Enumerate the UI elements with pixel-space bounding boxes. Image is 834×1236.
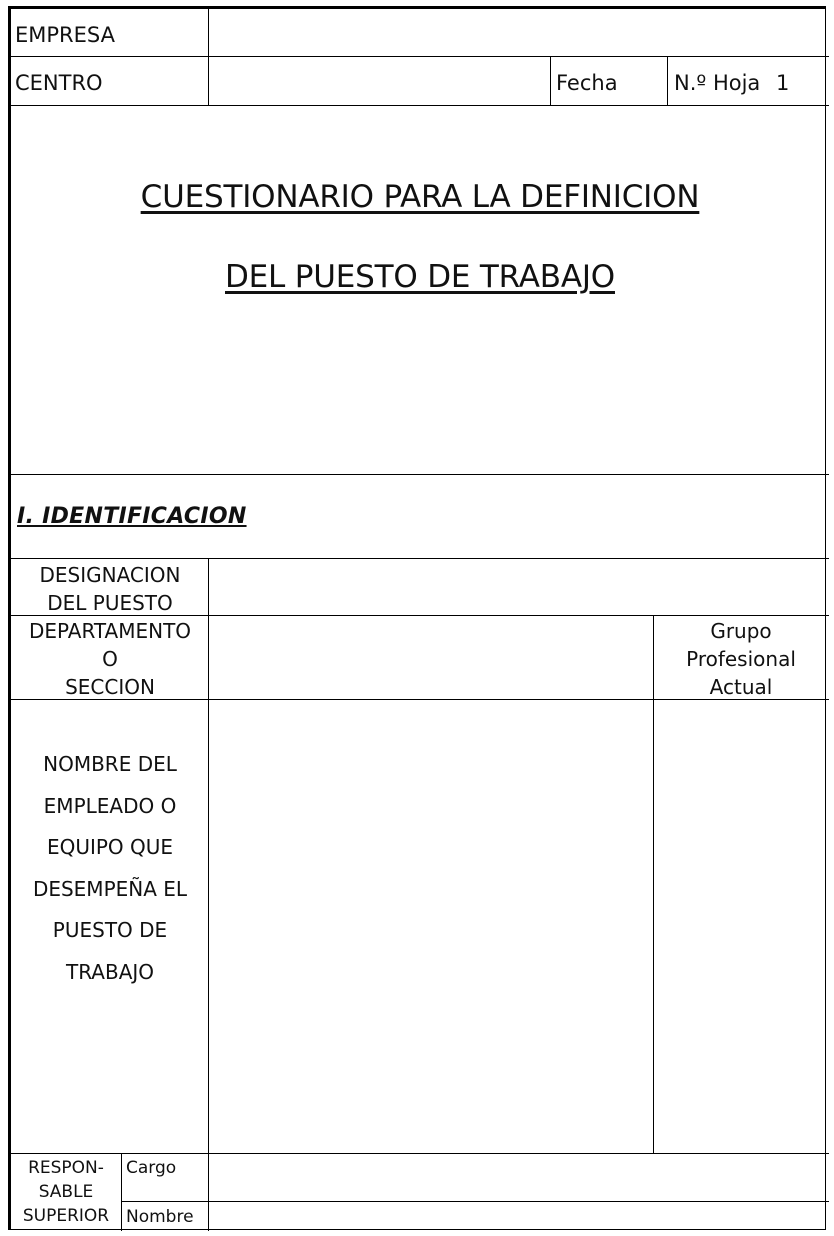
hoja-label: N.º Hoja xyxy=(674,71,761,95)
grupo-profesional-label: Grupo Profesional Actual xyxy=(686,619,796,699)
empresa-field[interactable] xyxy=(209,9,826,56)
form-title-line-2: DEL PUESTO DE TRABAJO xyxy=(225,259,615,295)
nombre-empleado-label: NOMBRE DEL EMPLEADO O EQUIPO QUE DESEMPEÑA EL PUESTO DE TRABAJO xyxy=(32,752,188,984)
divider xyxy=(667,57,668,106)
designacion-field[interactable] xyxy=(209,559,826,615)
divider xyxy=(11,474,829,475)
divider xyxy=(550,57,551,106)
nombre-field[interactable] xyxy=(209,1202,826,1230)
nombre-label: Nombre xyxy=(126,1207,194,1227)
cargo-label: Cargo xyxy=(126,1158,177,1178)
cargo-field[interactable] xyxy=(209,1154,826,1201)
form-title-line-1: CUESTIONARIO PARA LA DEFINICION xyxy=(140,179,700,215)
departamento-label: DEPARTAMENTO O SECCION xyxy=(28,619,192,699)
responsable-superior-label: RESPON- SABLE SUPERIOR xyxy=(22,1158,110,1226)
centro-label: CENTRO xyxy=(15,71,103,95)
nombre-empleado-field[interactable] xyxy=(209,700,652,1153)
job-definition-form xyxy=(8,6,826,1230)
grupo-profesional-field[interactable] xyxy=(654,700,826,1153)
departamento-field[interactable] xyxy=(209,616,652,699)
divider xyxy=(11,105,829,106)
fecha-label: Fecha xyxy=(556,71,618,95)
designacion-label: DESIGNACION DEL PUESTO xyxy=(39,563,181,615)
hoja-number: 1 xyxy=(776,71,790,95)
centro-field[interactable] xyxy=(209,57,549,105)
section-heading: I. IDENTIFICACION xyxy=(17,504,247,529)
divider xyxy=(121,1153,122,1231)
empresa-label: EMPRESA xyxy=(15,23,115,47)
